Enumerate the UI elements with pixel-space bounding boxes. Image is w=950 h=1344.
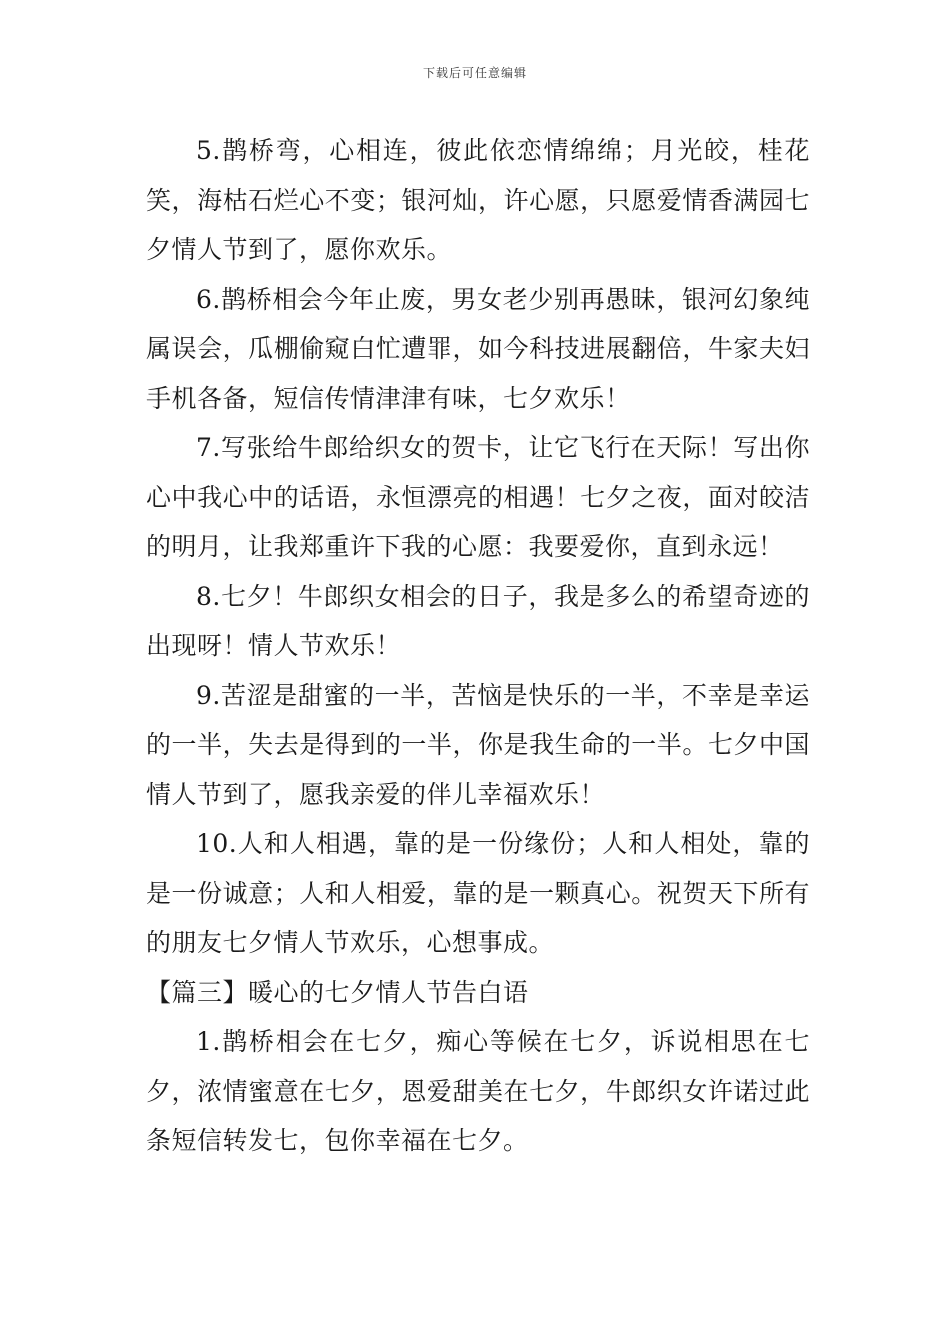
paragraph-5: 5.鹊桥弯，心相连，彼此依恋情绵绵；月光皎，桂花笑，海枯石烂心不变；银河灿，许心愿，只愿爱情香满园七夕情人节到了，愿你欢乐。 [146, 136, 810, 264]
page-header-note: 下载后可任意编辑 [422, 66, 527, 80]
section-paragraph-1: 1.鹊桥相会在七夕，痴心等候在七夕，诉说相思在七夕，浓情蜜意在七夕，恩爱甜美在七夕，牛郎织女许诺过此条短信转发七，包你幸福在七夕。 [146, 1027, 810, 1155]
paragraph-7: 7.写张给牛郎给织女的贺卡，让它飞行在天际！写出你心中我心中的话语，永恒漂亮的相遇！七夕之夜，面对皎洁的明月，让我郑重许下我的心愿：我要爱你，直到永远！ [146, 433, 810, 561]
document-body [146, 126, 810, 1166]
paragraph-8: 8.七夕！牛郎织女相会的日子，我是多么的希望奇迹的出现呀！情人节欢乐！ [146, 581, 810, 660]
section-heading: 【篇三】暖心的七夕情人节告白语 [146, 977, 529, 1007]
paragraph-6: 6.鹊桥相会今年止废，男女老少别再愚昧，银河幻象纯属误会，瓜棚偷窥白忙遭罪，如今科技进展翻倍，牛家夫妇手机各备，短信传情津津有味，七夕欢乐！ [146, 284, 810, 413]
paragraph-9: 9.苦涩是甜蜜的一半，苦恼是快乐的一半，不幸是幸运的一半，失去是得到的一半，你是我生命的一半。七夕中国情人节到了，愿我亲爱的伴儿幸福欢乐！ [146, 680, 810, 809]
paragraph-10: 10.人和人相遇，靠的是一份缘份；人和人相处，靠的是一份诚意；人和人相爱，靠的是一颗真心。祝贺天下所有的朋友七夕情人节欢乐，心想事成。 [146, 829, 810, 957]
